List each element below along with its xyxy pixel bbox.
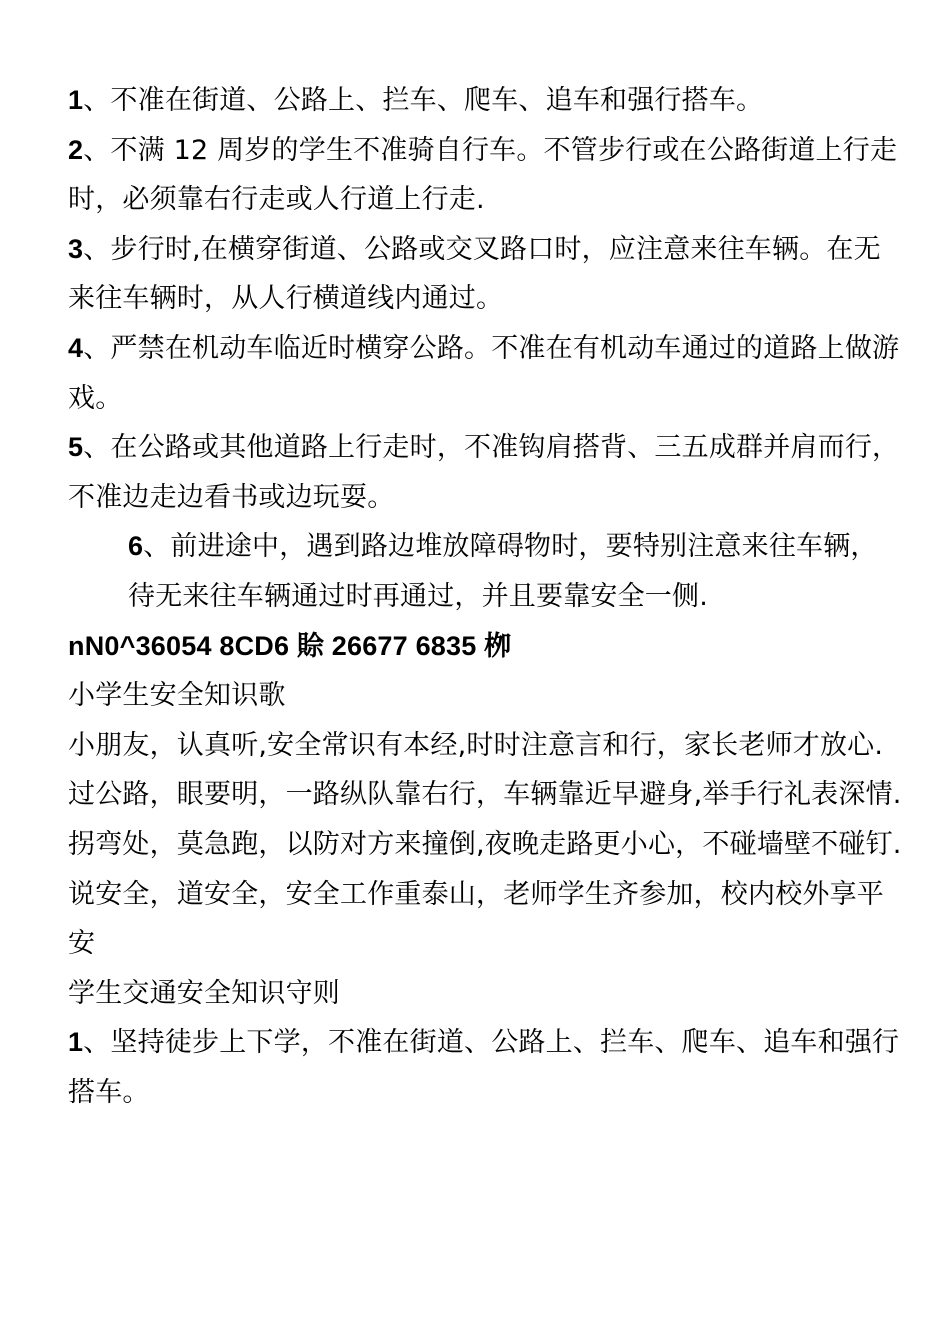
rule-number: 1 xyxy=(68,85,84,115)
rule-item-3 xyxy=(68,225,903,324)
rule-item-4 xyxy=(68,324,903,423)
song-verse-3: 拐弯处，莫急跑，以防对方来撞倒,夜晚走路更小心，不碰墙壁不碰钉. xyxy=(68,828,902,860)
rule-text: 、不准在街道、公路上、拦车、爬车、追车和强行搭车。 xyxy=(83,85,764,116)
song-verse-2: 过公路，眼要明，一路纵队靠右行，车辆靠近早避身,举手行礼表深情. xyxy=(68,779,902,811)
garbled-code-line: nN0^36054 8CD6 賒 26677 6835 栁 xyxy=(68,630,512,661)
rule-number: 6 xyxy=(128,531,144,562)
rule-text: 、在公路或其他道路上行走时，不准钩肩搭背、三五成群并肩而行，不准边走边看书或边玩耍。 xyxy=(68,432,900,513)
document-page xyxy=(68,76,903,1117)
rule-b-item-1 xyxy=(68,1018,903,1117)
rule-item-5 xyxy=(68,423,903,522)
rule-item-1 xyxy=(68,76,903,126)
song-title: 小学生安全知识歌 xyxy=(68,680,286,712)
rule-number: 3 xyxy=(68,233,84,264)
rule-item-6 xyxy=(68,522,903,621)
rule-number: 1 xyxy=(68,1027,84,1058)
rule-text: 、前进途中，遇到路边堆放障碍物时，要特别注意来往车辆，待无来往车辆通过时再通过，并且要靠安全一侧. xyxy=(128,531,878,612)
rules-b-title: 学生交通安全知识守则 xyxy=(68,977,340,1009)
rule-number: 4 xyxy=(68,332,84,363)
song-verse-4: 说安全，道安全，安全工作重泰山，老师学生齐参加，校内校外享平安 xyxy=(68,878,884,960)
rule-number: 5 xyxy=(68,432,84,463)
rule-text: 、不满 12 周岁的学生不准骑自行车。不管步行或在公路街道上行走时，必须靠右行走或人行道上行走. xyxy=(68,134,898,216)
rule-text: 、步行时,在横穿街道、公路或交叉路口时，应注意来往车辆。在无来往车辆时，从人行横道线内通过。 xyxy=(68,233,881,315)
rule-text: 、严禁在机动车临近时横穿公路。不准在有机动车通过的道路上做游戏。 xyxy=(68,332,900,414)
song-verse-1: 小朋友，认真听,安全常识有本经,时时注意言和行，家长老师才放心. xyxy=(68,729,884,761)
rule-item-2 xyxy=(68,126,903,225)
rule-number: 2 xyxy=(68,134,84,165)
rule-text: 、坚持徒步上下学，不准在街道、公路上、拦车、爬车、追车和强行搭车。 xyxy=(68,1027,900,1108)
